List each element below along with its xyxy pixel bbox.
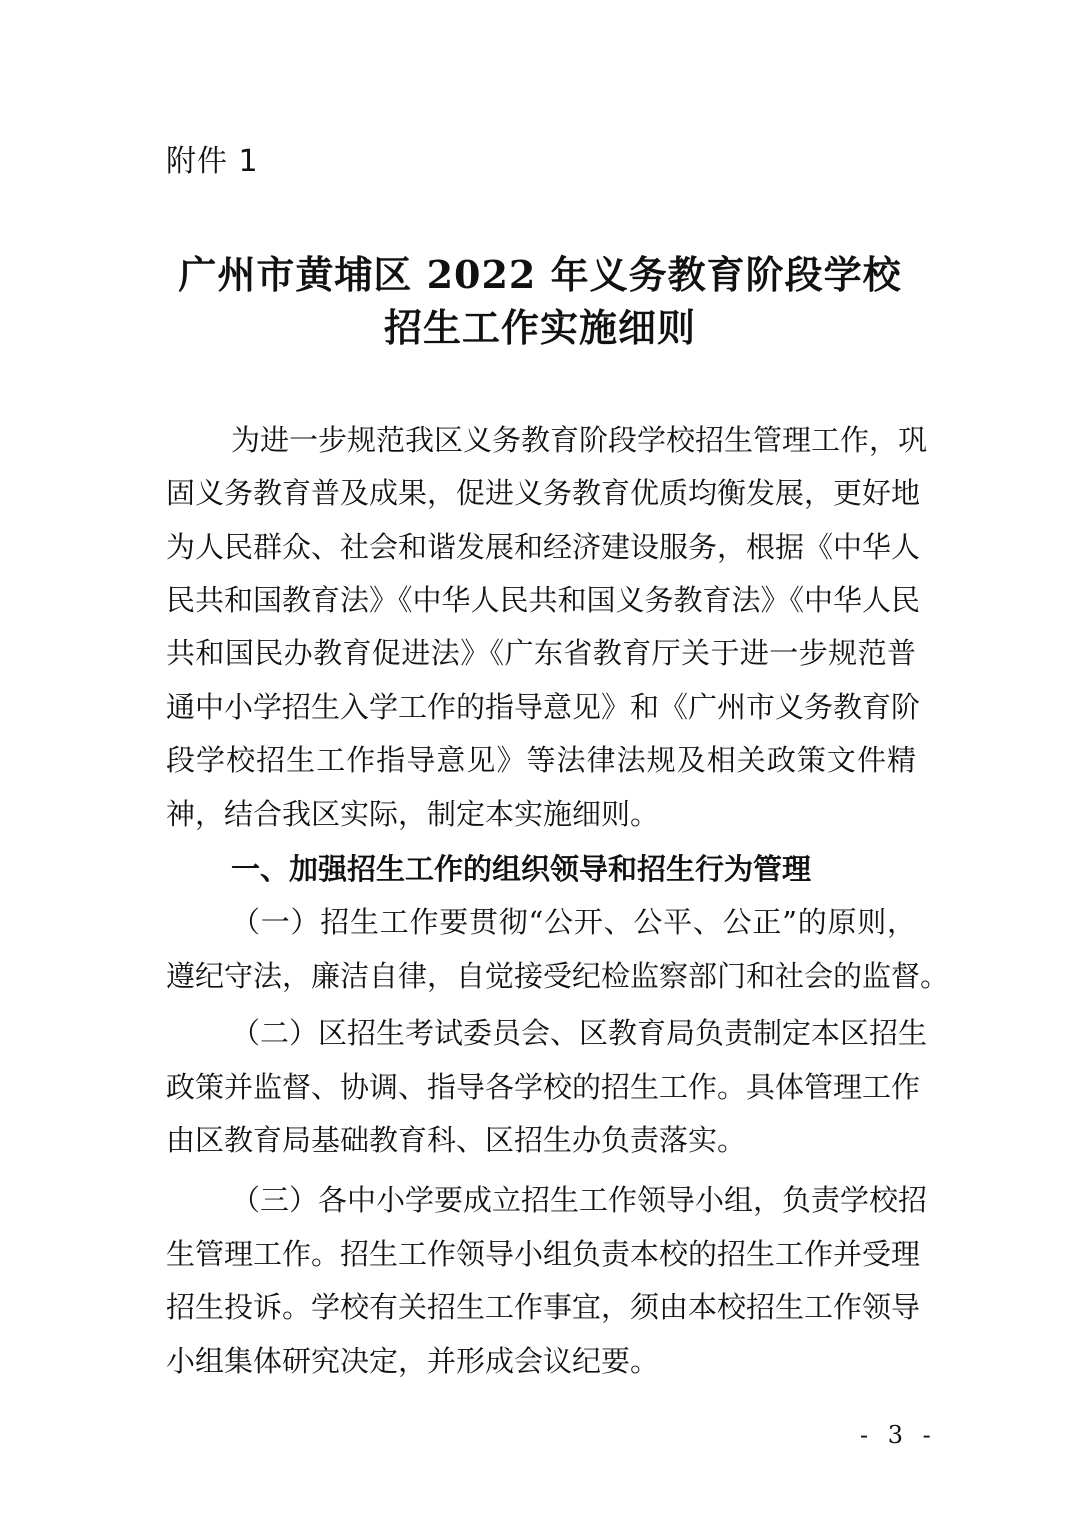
paragraph-line: 为人民群众、社会和谐发展和经济建设服务，根据《中华人 xyxy=(166,530,921,564)
paragraph-line: 为进一步规范我区义务教育阶段学校招生管理工作，巩 xyxy=(231,423,928,457)
paragraph-line: （一）招生工作要贯彻“公开、公平、公正”的原则， xyxy=(231,905,916,939)
paragraph-line: （二）区招生考试委员会、区教育局负责制定本区招生 xyxy=(231,1016,928,1050)
paragraph-line: 段学校招生工作指导意见》等法律法规及相关政策文件精 xyxy=(166,743,916,777)
paragraph-line: 生管理工作。招生工作领导小组负责本校的招生工作并受理 xyxy=(166,1237,921,1271)
paragraph-line: 由区教育局基础教育科、区招生办负责落实。 xyxy=(166,1123,747,1157)
attachment-label: 附件 1 xyxy=(166,144,259,179)
paragraph-line: （三）各中小学要成立招生工作领导小组，负责学校招 xyxy=(231,1183,928,1217)
paragraph-line: 招生投诉。学校有关招生工作事宜，须由本校招生工作领导 xyxy=(166,1290,921,1324)
paragraph-line: 神，结合我区实际，制定本实施细则。 xyxy=(166,797,660,831)
section-heading: 一、加强招生工作的组织领导和招生行为管理 xyxy=(231,852,812,886)
paragraph-line: 共和国民办教育促进法》《广东省教育厅关于进一步规范普 xyxy=(166,636,916,670)
paragraph-line: 遵纪守法，廉洁自律，自觉接受纪检监察部门和社会的监督。 xyxy=(166,959,950,993)
page-number: - 3 - xyxy=(860,1421,937,1449)
paragraph-line: 政策并监督、协调、指导各学校的招生工作。具体管理工作 xyxy=(166,1070,921,1104)
paragraph-line: 小组集体研究决定，并形成会议纪要。 xyxy=(166,1344,660,1378)
paragraph-line: 通中小学招生入学工作的指导意见》和《广州市义务教育阶 xyxy=(166,690,921,724)
document-title-line-1: 广州市黄埔区 2022 年义务教育阶段学校 xyxy=(178,252,902,297)
document-title-line-2: 招生工作实施细则 xyxy=(383,305,696,350)
paragraph-line: 民共和国教育法》《中华人民共和国义务教育法》《中华人民 xyxy=(166,583,921,617)
paragraph-line: 固义务教育普及成果，促进义务教育优质均衡发展，更好地 xyxy=(166,476,921,510)
